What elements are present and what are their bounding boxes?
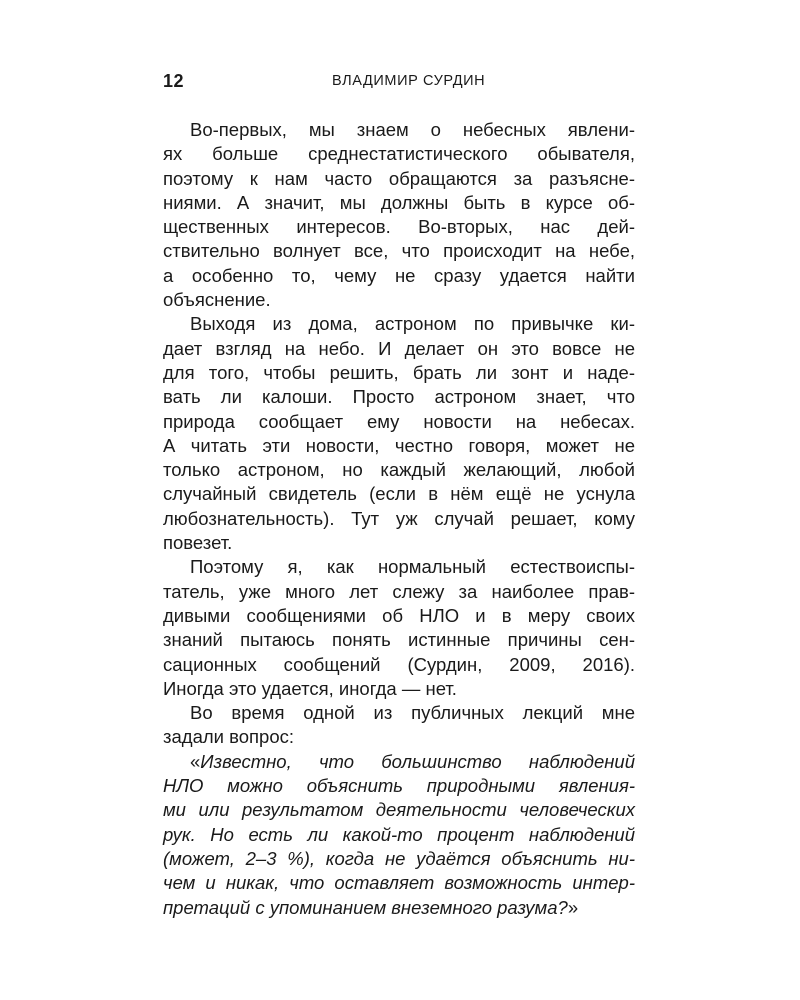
quote-line: рук. Но есть ли какой-то процент наблюдений	[163, 823, 635, 845]
text-line: А читать эти новости, честно говоря, может не	[163, 434, 635, 456]
text-line: любознательность). Тут уж случай решает, кому	[163, 507, 635, 529]
text-line: только астроном, но каждый желающий, любой	[163, 459, 635, 481]
text-line: дивыми сообщениями об НЛО и в меру своих	[163, 604, 635, 626]
quote-open-mark: «	[190, 750, 201, 772]
paragraph	[163, 701, 635, 750]
text-line: Выходя из дома, астроном по привычке ки-	[190, 313, 635, 335]
text-line: вать ли калоши. Просто астроном знает, что	[163, 386, 635, 408]
quote-line	[163, 896, 635, 920]
text-line: ниями. А значит, мы должны быть в курсе об-	[163, 191, 635, 213]
text-line: природа сообщает ему новости на небесах.	[163, 410, 635, 432]
text-line: для того, чтобы решить, брать ли зонт и наде-	[163, 361, 635, 383]
text-line: сационных сообщений (Сурдин, 2009, 2016).	[163, 653, 635, 675]
text-line: задали вопрос:	[163, 726, 295, 748]
body-text	[163, 118, 635, 920]
quote-line	[163, 750, 635, 774]
text-line: поэтому к нам часто обращаются за разъясне-	[163, 167, 635, 189]
text-line: ствительно волнует все, что происходит на небе,	[163, 240, 635, 262]
text-line: случайный свидетель (если в нём ещё не уснула	[163, 483, 635, 505]
running-head: ВЛАДИМИР СУРДИН	[332, 73, 486, 89]
text-line: ях больше среднестатистического обывателя,	[163, 143, 635, 165]
paragraph	[163, 555, 635, 701]
quote-text: Известно, что большинство наблюдений	[200, 750, 635, 772]
paragraph	[163, 312, 635, 555]
quoted-question	[163, 750, 635, 920]
quote-line: (может, 2–3 %), когда не удаётся объяснить ни-	[163, 847, 635, 869]
text-line: знаний пытаюсь понять истинные причины сен-	[163, 629, 635, 651]
paragraph	[163, 118, 635, 312]
quote-line: НЛО можно объяснить природными явления-	[163, 775, 635, 797]
quote-close-mark: »	[567, 896, 579, 918]
page-number: 12	[163, 71, 185, 91]
quote-line: чем и никак, что оставляет возможность интер-	[163, 872, 635, 894]
text-line: Во время одной из публичных лекций мне	[190, 702, 635, 724]
text-line: щественных интересов. Во-вторых, нас дей-	[163, 216, 635, 238]
quote-text: претаций с упоминанием внеземного разума?	[163, 896, 568, 918]
text-line: Поэтому я, как нормальный естествоиспы-	[190, 556, 635, 578]
text-line: повезет.	[163, 532, 233, 554]
text-line: дает взгляд на небо. И делает он это вовсе не	[163, 337, 635, 359]
text-line: Во-первых, мы знаем о небесных явлени-	[190, 119, 635, 140]
text-line: татель, уже много лет слежу за наиболее прав-	[163, 580, 635, 602]
text-line: а особенно то, чему не сразу удается найти	[163, 264, 635, 286]
text-line: объяснение.	[163, 289, 271, 311]
quote-line: ми или результатом деятельности человеческих	[163, 799, 635, 821]
text-line: Иногда это удается, иногда — нет.	[163, 677, 457, 699]
